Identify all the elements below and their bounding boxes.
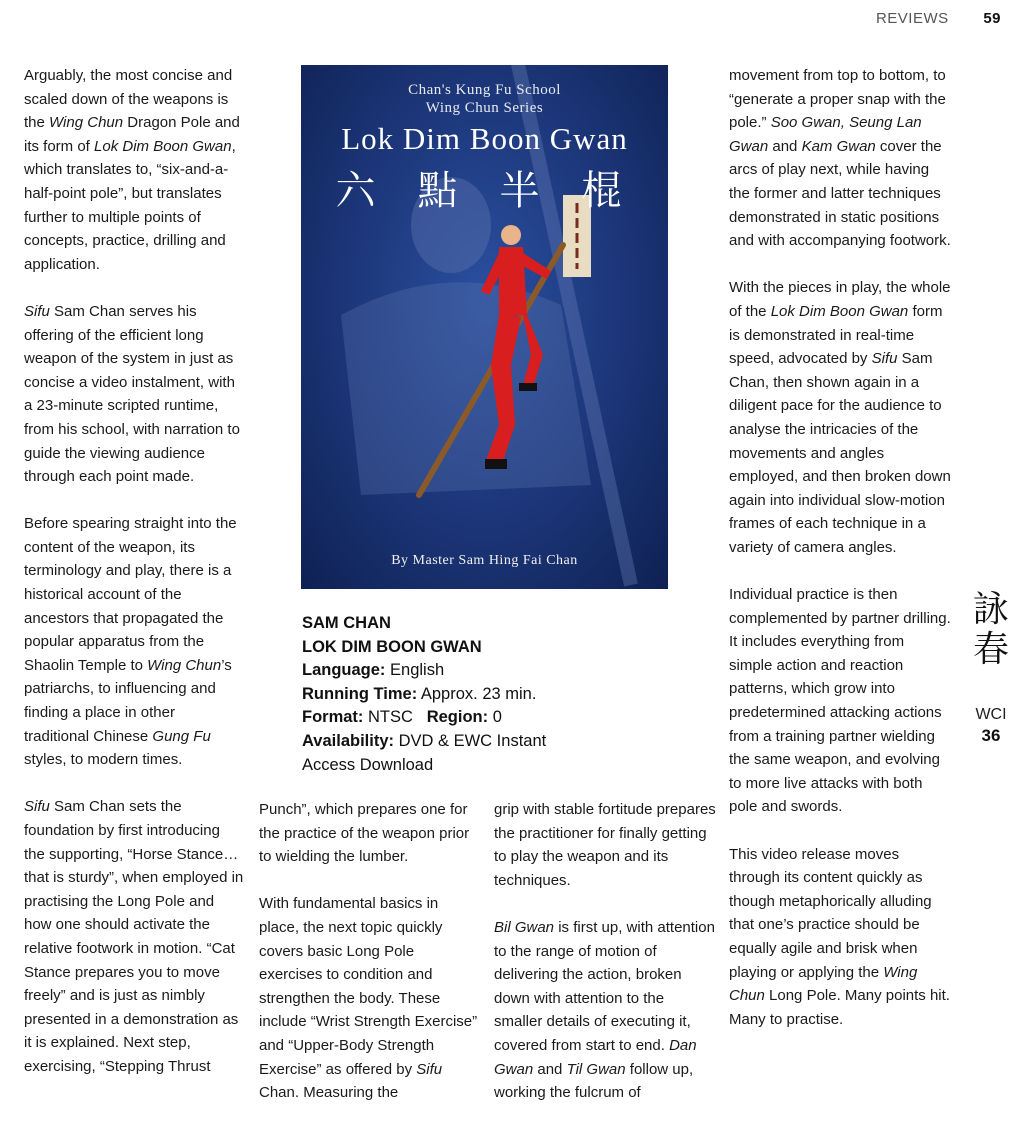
info-availability: Availability: DVD & EWC Instant: [302, 731, 547, 750]
dvd-cover-image: [301, 65, 668, 589]
section-title: REVIEWS: [875, 10, 949, 27]
sidebar-magazine-name: WCI: [975, 706, 1007, 723]
paragraph: Individual practice is then complemented by partner drilling. It includes everything from simple action and reaction patterns, which grow into predetermined attacking actions from a training partner wielding the same weapon, and evolving to more live attacks with both pole and swords.: [729, 586, 951, 816]
paragraph: With fundamental basics in place, the next topic quickly covers basic Long Pole exercises to condition and strengthen the body. These include “Wrist Strength Exercise” and “Upper-Body Strength Exercise” as offered by Sifu Chan. Measuring the: [259, 895, 478, 1102]
page-header: [876, 10, 1001, 27]
dvd-info-box: [302, 612, 662, 777]
article-column-3: [494, 798, 716, 1128]
paragraph: Before spearing straight into the content of the weapon, its terminology and play, there is a historical account of the ancestors that propagated the popular apparatus from the Shaolin Temple to Wing Chun’s patriarchs, to influencing and finding a place in other traditional Chinese Gung Fu styles, to modern times.: [24, 515, 237, 769]
practitioner-shoe: [485, 459, 507, 469]
paragraph: grip with stable fortitude prepares the practitioner for finally getting to play the weapon and its techniques.: [494, 801, 716, 889]
practitioner-shoe-2: [519, 383, 537, 391]
paragraph: Bil Gwan is first up, with attention to the range of motion of delivering the action, broken down with attention to the smaller details of executing it, covered from start to end. Dan Gwan and Til Gwan follow up, working the fulcrum of: [494, 918, 715, 1102]
info-format: Format: NTSC Region: 0: [302, 708, 502, 727]
cover-byline: By Master Sam Hing Fai Chan: [391, 553, 578, 568]
paragraph: With the pieces in play, the whole of the Lok Dim Boon Gwan form is demonstrated in real-time speed, advocated by Sifu Sam Chan, then shown again in a diligent pace for the audience to analyse the intricacies of the movements and angles employed, and then broken down again into individual slow-motion frames of each technique in a variety of camera angles.: [729, 279, 951, 556]
article-column-2: [259, 798, 481, 1128]
paragraph: Sifu Sam Chan serves his offering of the efficient long weapon of the system in just as concise a video instalment, with a 23-minute scripted runtime, from his school, with narration to guide the viewing audience through each point made.: [24, 302, 240, 486]
practitioner-arm: [521, 253, 551, 279]
paragraph: Arguably, the most concise and scaled down of the weapons is the Wing Chun Dragon Pole and its form of Lok Dim Boon Gwan, which translates to, “six-and-a-half-point pole”, but translates further to multiple points of concepts, practice, drilling and application.: [24, 67, 240, 273]
page-number: 59: [983, 10, 1001, 27]
paragraph: This video release moves through its content quickly as though metaphorically alluding that one’s practice should be equally agile and brisk when playing or applying the Wing Chun Long Pole. Many points hit. Many to practise.: [729, 845, 950, 1028]
practitioner-head: [501, 225, 521, 245]
sidebar-chinese-logo: 詠 春: [972, 589, 1009, 670]
paragraph: movement from top to bottom, to “generate a proper snap with the pole.” Soo Gwan, Seung Lan Gwan and Kam Gwan cover the arcs of play next, while having the former and latter techniques demonstrated in static positions and with accompanying footwork.: [729, 67, 951, 250]
paragraph: Punch”, which prepares one for the practice of the weapon prior to wielding the lumber.: [259, 801, 470, 866]
paragraph: Sifu Sam Chan sets the foundation by first introducing the supporting, “Horse Stance… that is sturdy”, when employed in practising the Long Pole and how one should activate the relative footwork in motion. “Cat Stance prepares you to move freely” and is just as nimbly presented in a demonstration as it is explained. Next step, exercising, “Stepping Thrust: [24, 798, 244, 1075]
info-author: SAM CHAN: [302, 614, 391, 632]
article-column-4: [729, 64, 951, 1055]
info-availability-cont: Access Download: [302, 755, 434, 774]
ghost-figure-body: [341, 282, 591, 495]
article-column-1: [24, 64, 244, 1102]
sidebar-issue-number: 36: [981, 726, 1001, 745]
info-title: LOK DIM BOON GWAN: [302, 637, 482, 656]
cover-title: Lok Dim Boon Gwan: [341, 121, 628, 156]
cover-chinese-title: 六點半棍: [335, 168, 664, 214]
info-runtime: Running Time: Approx. 23 min.: [302, 684, 537, 703]
info-language: Language: English: [302, 661, 445, 680]
cover-series: Chan's Kung Fu School Wing Chun Series: [408, 82, 561, 116]
